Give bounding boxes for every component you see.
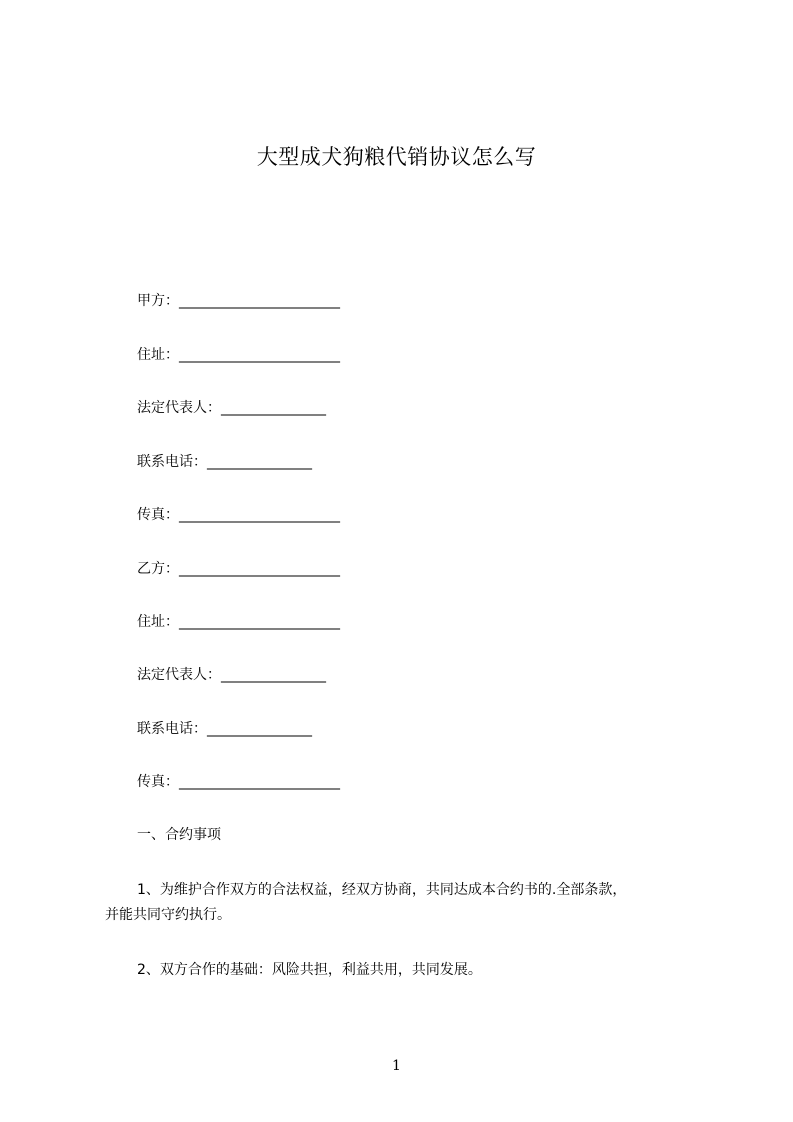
clause-1-line-1: 1、为维护合作双方的合法权益，经双方协商，共同达成本合约书的.全部条款，: [137, 882, 627, 898]
party-b-phone-field: 联系电话：_______________: [137, 721, 312, 737]
party-b-legal-rep-field: 法定代表人：_______________: [137, 667, 326, 683]
party-a-name-field: 甲方：_______________________: [137, 293, 340, 309]
party-a-address-field: 住址：_______________________: [137, 347, 340, 363]
clause-1-line-2: 并能共同守约执行。: [105, 907, 231, 923]
party-b-address-field: 住址：_______________________: [137, 614, 340, 630]
party-a-legal-rep-field: 法定代表人：_______________: [137, 400, 326, 416]
party-a-fax-field: 传真：_______________________: [137, 507, 340, 523]
page-number: 1: [392, 1058, 401, 1074]
clause-2: 2、双方合作的基础：风险共担，利益共用，共同发展。: [137, 962, 482, 978]
party-b-name-field: 乙方：_______________________: [137, 561, 340, 577]
document-title: 大型成犬狗粮代销协议怎么写: [256, 145, 537, 169]
party-b-fax-field: 传真：_______________________: [137, 774, 340, 790]
party-a-phone-field: 联系电话：_______________: [137, 454, 312, 470]
section-heading: 一、合约事项: [137, 827, 221, 843]
